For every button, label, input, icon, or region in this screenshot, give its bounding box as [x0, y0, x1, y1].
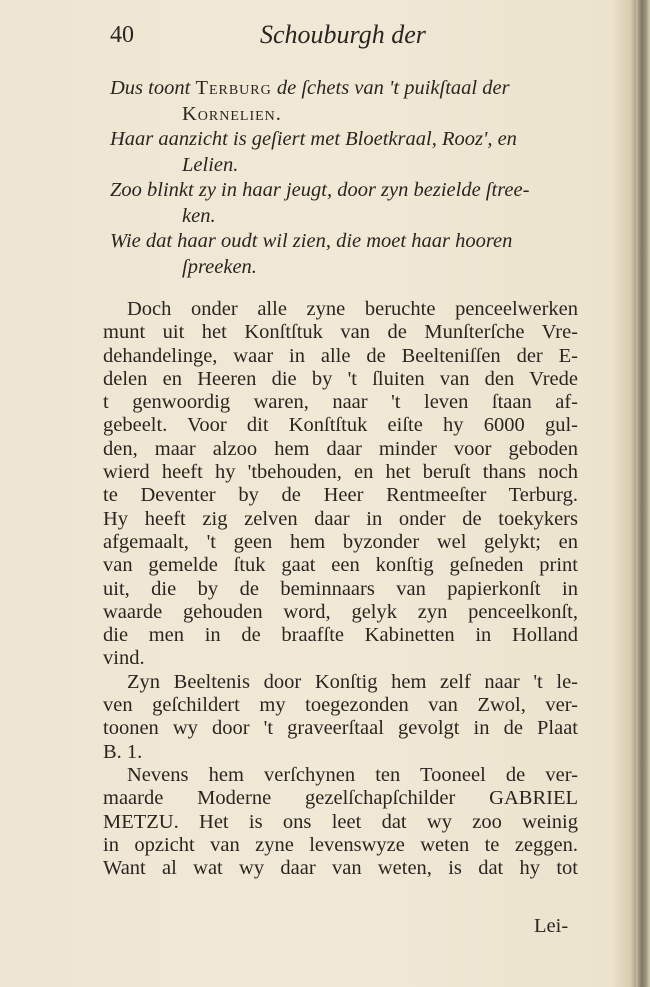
- page-header: [110, 18, 590, 58]
- poem-name-terburg: Terburg: [195, 77, 272, 99]
- text-line: van gemelde ſtuk gaat een konſtig geſneden print: [103, 554, 578, 577]
- text-line: die men in de braafſte Kabinetten in Holland: [103, 624, 578, 647]
- running-title: Schouburgh der: [260, 20, 426, 49]
- page-number: 40: [110, 22, 134, 48]
- text-line: wierd heeft hy 'tbehouden, en het beruſt thans noch: [103, 461, 578, 484]
- text-line: delen en Heeren die by 't ſluiten van den Vrede: [103, 367, 578, 390]
- text-line: te Deventer by de Heer Rentmeeſter Terburg.: [103, 484, 578, 507]
- poem-line: Zoo blinkt zy in haar jeugt, door zyn bezielde ſtree-: [110, 179, 530, 201]
- text-line: Want al wat wy daar van weten, is dat hy tot: [103, 857, 578, 880]
- poem-line-continuation: Lelien.: [182, 153, 239, 176]
- text-line: METZU. Het is ons leet dat wy zoo weinig: [103, 810, 578, 833]
- poem-line-continuation: ſpreeken.: [182, 255, 257, 278]
- text-line: waarde gehouden word, gelyk zyn penceelkonſt,: [103, 600, 578, 623]
- text-line: afgemaalt, 't geen hem byzonder wel gelykt; en: [103, 530, 578, 553]
- text-line: dehandelinge, waar in alle de Beelteniſſen der E-: [103, 344, 578, 367]
- book-spine-edge: [636, 0, 650, 987]
- text-line: B. 1.: [103, 740, 143, 763]
- poem-line: Wie dat haar oudt wil zien, die moet haar hooren: [110, 230, 513, 252]
- text-line: Hy heeft zig zelven daar in onder de toekykers: [103, 507, 578, 530]
- poem-text: Dus toont: [110, 77, 196, 99]
- body-text: [103, 298, 578, 880]
- text-line: t genwoordig waren, naar 't leven ſtaan af-: [103, 391, 578, 414]
- text-line: gebeelt. Voor dit Konſtſtuk eiſte hy 6000 gul-: [103, 414, 578, 437]
- text-line: ven geſchildert my toegezonden van Zwol, ver-: [103, 694, 578, 717]
- text-line: Nevens hem verſchynen ten Tooneel de ver-: [127, 763, 578, 786]
- text-line: den, maar alzoo hem daar minder voor geboden: [103, 437, 578, 460]
- poem-block: [110, 76, 590, 280]
- poem-text: de ſchets van 't puikſtaal der: [271, 77, 510, 99]
- text-line: vind.: [103, 647, 145, 670]
- poem-line: [110, 76, 590, 102]
- poem-line: Haar aanzicht is geſiert met Bloetkraal, Rooz', en: [110, 128, 517, 150]
- text-line: Zyn Beeltenis door Konſtig hem zelf naar 't le-: [127, 670, 578, 693]
- text-line: in opzicht van zyne levenswyze weten te zeggen.: [103, 833, 578, 856]
- catchword: Lei-: [534, 915, 569, 937]
- text-line: toonen wy door 't graveerſtaal gevolgt in de Plaat: [103, 717, 578, 740]
- text-line: maarde Moderne gezelſchapſchilder GABRIEL: [103, 787, 578, 810]
- text-line: munt uit het Konſtſtuk van de Munſterſche Vre-: [103, 321, 578, 344]
- poem-line-continuation: ken.: [182, 204, 216, 227]
- text-line: uit, die by de beminnaars van papierkonſt in: [103, 577, 578, 600]
- text-line: Doch onder alle zyne beruchte penceelwerken: [127, 298, 578, 320]
- poem-line-continuation: Kornelien.: [182, 102, 282, 125]
